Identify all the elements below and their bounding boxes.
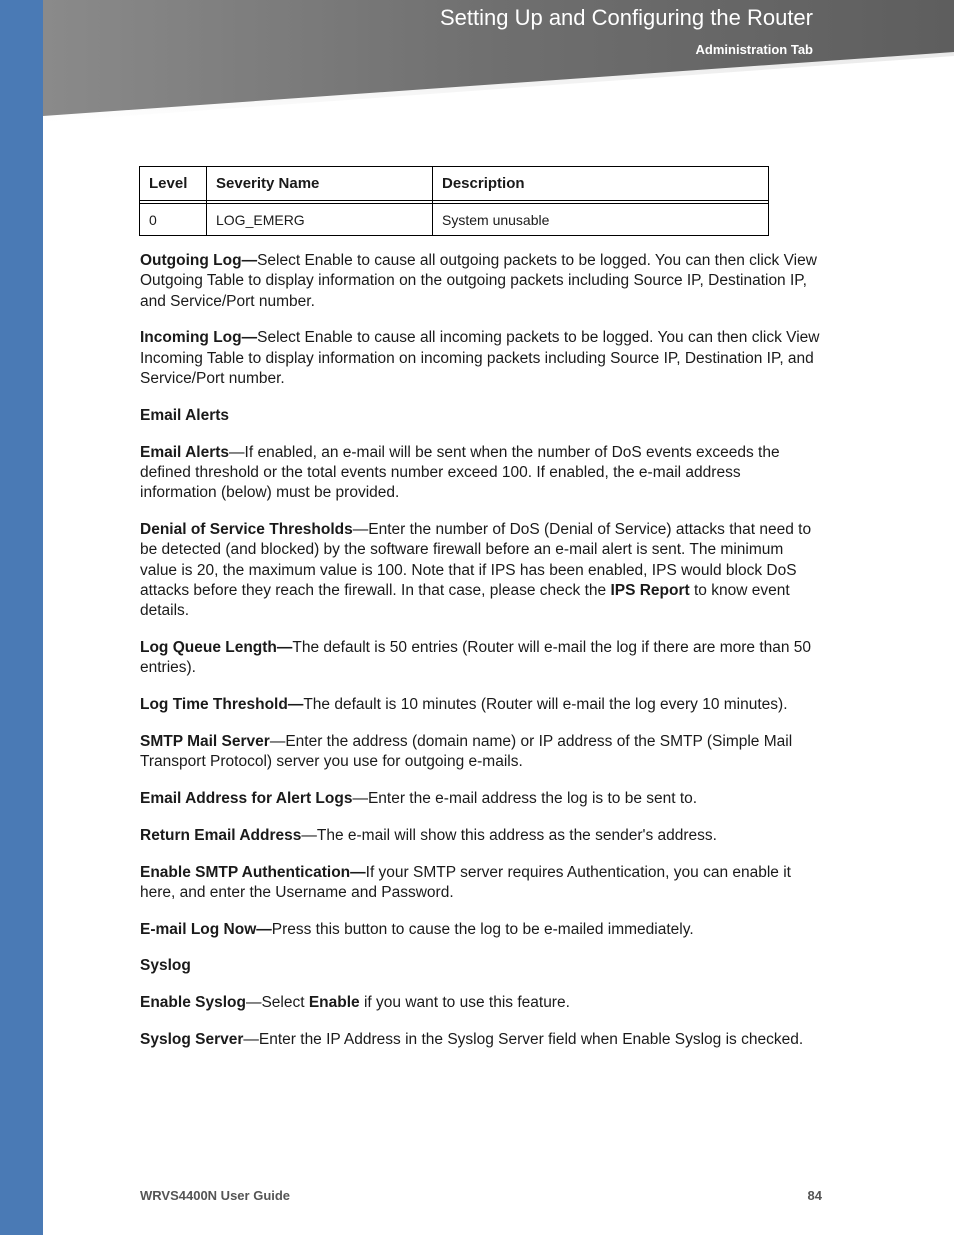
log-queue-term: Log Queue Length— [140, 638, 293, 656]
email-address-paragraph [140, 789, 820, 809]
log-time-term: Log Time Threshold— [140, 696, 304, 714]
smtp-server-term: SMTP Mail Server [140, 732, 270, 750]
log-time-paragraph [140, 695, 820, 715]
footer-guide-title: WRVS4400N User Guide [140, 1188, 291, 1203]
ips-report-reference: IPS Report [610, 581, 690, 599]
smtp-auth-text: If your SMTP server requires Authentication, you can enable it here, and enter the Username and Password. [140, 863, 791, 901]
enable-syslog-paragraph [140, 993, 820, 1013]
incoming-log-term: Incoming Log— [140, 329, 258, 347]
main-content [140, 251, 820, 1067]
email-alerts-heading: Email Alerts [140, 406, 230, 424]
email-alerts-paragraph [140, 443, 820, 504]
syslog-server-paragraph [140, 1030, 820, 1050]
log-queue-text: The default is 50 entries (Router will e-mail the log if there are more than 50 entries). [140, 638, 812, 677]
outgoing-log-text: Select Enable to cause all outgoing packets to be logged. You can then click View Outgoing Table to display information on the outgoing packets including Source IP, Destination IP, and Service/Port number. [140, 252, 817, 310]
smtp-auth-term: Enable SMTP Authentication— [140, 863, 366, 881]
smtp-server-paragraph [140, 732, 820, 773]
header-title: Setting Up and Configuring the Router [439, 5, 813, 30]
email-log-now-text: Press this button to cause the log to be e-mailed immediately. [271, 920, 694, 938]
log-queue-paragraph [140, 638, 820, 679]
dos-thresholds-term: Denial of Service Thresholds [140, 520, 353, 538]
email-address-text: —Enter the e-mail address the log is to be sent to. [352, 789, 698, 807]
syslog-server-term: Syslog Server [140, 1031, 244, 1049]
header-subtitle: Administration Tab [695, 42, 813, 57]
table-cell-level: 0 [140, 204, 207, 236]
email-log-now-term: E-mail Log Now— [140, 920, 272, 938]
email-log-now-paragraph [140, 920, 820, 940]
email-alerts-term: Email Alerts [140, 443, 230, 461]
syslog-heading: Syslog [140, 957, 191, 975]
dos-thresholds-text: —Enter the number of DoS (Denial of Service) attacks that need to be detected (and blocked) by the software firewall before an e-mail alert is sent. The minimum value is 20, the maximum value is 100. Note that if IPS has been enabled, IPS would block DoS attacks before they reach the firewall. In that case, please check the [140, 520, 812, 599]
outgoing-log-paragraph [140, 251, 820, 312]
enable-syslog-term: Enable Syslog [140, 994, 246, 1012]
enable-syslog-text: —Select [245, 994, 309, 1012]
log-time-text: The default is 10 minutes (Router will e-mail the log every 10 minutes). [303, 696, 788, 714]
table-header-description: Description [433, 167, 769, 201]
dos-thresholds-tail: to know event details. [140, 581, 790, 620]
outgoing-log-term: Outgoing Log— [140, 252, 258, 269]
smtp-auth-paragraph [140, 863, 820, 904]
enable-syslog-tail: if you want to use this feature. [359, 994, 570, 1012]
sidebar-band [0, 0, 43, 1235]
email-alerts-text: —If enabled, an e-mail will be sent when the number of DoS events exceeds the defined threshold or the total events number exceed 100. If enabled, the e-mail address information (below) must be provided. [140, 443, 780, 502]
table-row [140, 204, 769, 236]
table-header-level: Level [140, 167, 207, 201]
table-header-severity-name: Severity Name [207, 167, 433, 201]
incoming-log-paragraph [140, 328, 820, 389]
enable-syslog-enable-word: Enable [308, 994, 360, 1012]
footer-page-number: 84 [807, 1188, 822, 1203]
dos-thresholds-paragraph [140, 520, 820, 621]
table-cell-severity-name: LOG_EMERG [207, 204, 433, 236]
syslog-server-text: —Enter the IP Address in the Syslog Server field when Enable Syslog is checked. [243, 1031, 804, 1049]
incoming-log-text: Select Enable to cause all incoming packets to be logged. You can then click View Incoming Table to display information on incoming packets including Source IP, Destination IP, and Service/Port number. [140, 329, 820, 387]
severity-table [139, 166, 769, 236]
email-address-term: Email Address for Alert Logs [140, 789, 353, 807]
smtp-server-text: —Enter the address (domain name) or IP address of the SMTP (Simple Mail Transport Protocol) server you use for outgoing e-mails. [140, 732, 793, 771]
return-email-paragraph [140, 826, 820, 846]
return-email-text: —The e-mail will show this address as the sender's address. [301, 826, 717, 844]
table-header-row [140, 167, 769, 201]
return-email-term: Return Email Address [140, 826, 302, 844]
table-cell-description: System unusable [433, 204, 769, 236]
